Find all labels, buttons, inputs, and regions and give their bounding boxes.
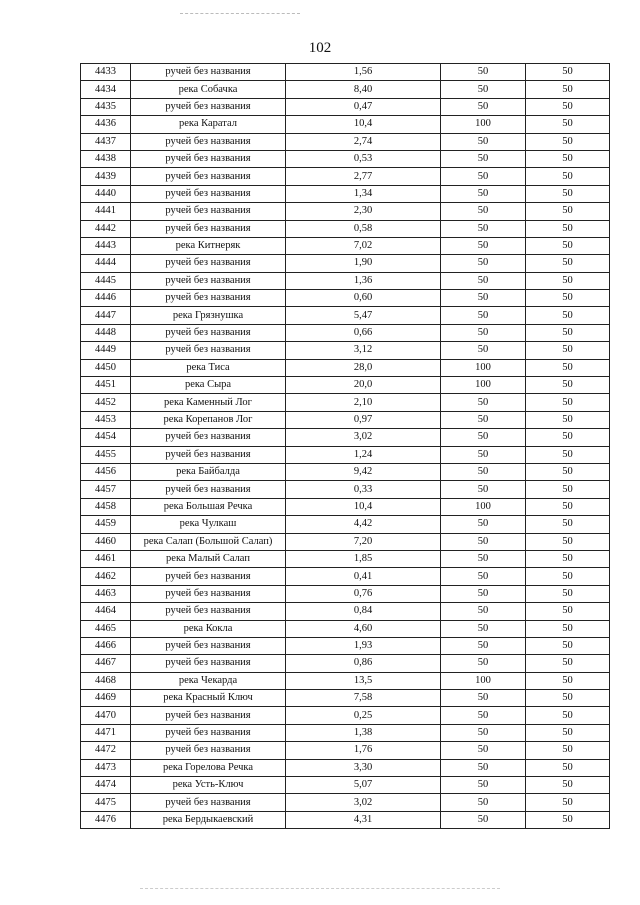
length-cell: 4,31	[286, 811, 441, 828]
length-cell: 0,76	[286, 585, 441, 602]
row-number-cell: 4456	[81, 463, 131, 480]
length-cell: 2,30	[286, 203, 441, 220]
length-cell: 7,02	[286, 237, 441, 254]
table-row	[81, 724, 610, 741]
table-row	[81, 150, 610, 167]
row-number-cell: 4446	[81, 290, 131, 307]
scan-artifact-top	[180, 13, 300, 14]
row-number-cell: 4445	[81, 272, 131, 289]
zone-width-cell: 50	[441, 811, 526, 828]
zone-width-cell: 50	[441, 290, 526, 307]
length-cell: 1,90	[286, 255, 441, 272]
watercourse-name-cell: ручей без названия	[131, 707, 286, 724]
row-number-cell: 4434	[81, 81, 131, 98]
strip-width-cell: 50	[526, 742, 610, 759]
watercourse-table	[80, 63, 610, 829]
table-row	[81, 255, 610, 272]
watercourse-name-cell: река Чулкаш	[131, 516, 286, 533]
strip-width-cell: 50	[526, 272, 610, 289]
watercourse-name-cell: река Красный Ключ	[131, 690, 286, 707]
watercourse-name-cell: река Каменный Лог	[131, 394, 286, 411]
row-number-cell: 4451	[81, 377, 131, 394]
row-number-cell: 4452	[81, 394, 131, 411]
strip-width-cell: 50	[526, 220, 610, 237]
row-number-cell: 4438	[81, 150, 131, 167]
length-cell: 1,56	[286, 64, 441, 81]
zone-width-cell: 50	[441, 568, 526, 585]
table-row	[81, 307, 610, 324]
strip-width-cell: 50	[526, 64, 610, 81]
row-number-cell: 4473	[81, 759, 131, 776]
strip-width-cell: 50	[526, 585, 610, 602]
strip-width-cell: 50	[526, 672, 610, 689]
zone-width-cell: 100	[441, 359, 526, 376]
strip-width-cell: 50	[526, 724, 610, 741]
watercourse-name-cell: ручей без названия	[131, 568, 286, 585]
length-cell: 1,36	[286, 272, 441, 289]
zone-width-cell: 50	[441, 324, 526, 341]
row-number-cell: 4448	[81, 324, 131, 341]
watercourse-name-cell: ручей без названия	[131, 98, 286, 115]
row-number-cell: 4467	[81, 655, 131, 672]
table-row	[81, 81, 610, 98]
watercourse-name-cell: река Каратал	[131, 116, 286, 133]
row-number-cell: 4437	[81, 133, 131, 150]
zone-width-cell: 50	[441, 463, 526, 480]
table-row	[81, 237, 610, 254]
length-cell: 0,53	[286, 150, 441, 167]
zone-width-cell: 50	[441, 655, 526, 672]
table-row	[81, 777, 610, 794]
strip-width-cell: 50	[526, 307, 610, 324]
length-cell: 0,84	[286, 603, 441, 620]
length-cell: 10,4	[286, 116, 441, 133]
zone-width-cell: 50	[441, 185, 526, 202]
table-row	[81, 359, 610, 376]
watercourse-name-cell: ручей без названия	[131, 655, 286, 672]
strip-width-cell: 50	[526, 377, 610, 394]
table-row	[81, 324, 610, 341]
zone-width-cell: 50	[441, 446, 526, 463]
watercourse-name-cell: ручей без названия	[131, 585, 286, 602]
zone-width-cell: 50	[441, 255, 526, 272]
strip-width-cell: 50	[526, 324, 610, 341]
length-cell: 9,42	[286, 463, 441, 480]
strip-width-cell: 50	[526, 255, 610, 272]
strip-width-cell: 50	[526, 116, 610, 133]
row-number-cell: 4441	[81, 203, 131, 220]
strip-width-cell: 50	[526, 603, 610, 620]
length-cell: 2,10	[286, 394, 441, 411]
watercourse-name-cell: река Горелова Речка	[131, 759, 286, 776]
table-row	[81, 759, 610, 776]
length-cell: 5,47	[286, 307, 441, 324]
strip-width-cell: 50	[526, 498, 610, 515]
strip-width-cell: 50	[526, 168, 610, 185]
watercourse-name-cell: река Кокла	[131, 620, 286, 637]
row-number-cell: 4459	[81, 516, 131, 533]
row-number-cell: 4475	[81, 794, 131, 811]
watercourse-name-cell: река Бердыкаевский	[131, 811, 286, 828]
table-row	[81, 707, 610, 724]
length-cell: 1,24	[286, 446, 441, 463]
length-cell: 13,5	[286, 672, 441, 689]
zone-width-cell: 50	[441, 550, 526, 567]
zone-width-cell: 50	[441, 585, 526, 602]
table-row	[81, 550, 610, 567]
zone-width-cell: 50	[441, 481, 526, 498]
length-cell: 0,86	[286, 655, 441, 672]
watercourse-name-cell: ручей без названия	[131, 724, 286, 741]
row-number-cell: 4469	[81, 690, 131, 707]
length-cell: 4,42	[286, 516, 441, 533]
length-cell: 20,0	[286, 377, 441, 394]
table-row	[81, 168, 610, 185]
zone-width-cell: 50	[441, 411, 526, 428]
length-cell: 4,60	[286, 620, 441, 637]
length-cell: 8,40	[286, 81, 441, 98]
watercourse-name-cell: река Усть-Ключ	[131, 777, 286, 794]
length-cell: 0,41	[286, 568, 441, 585]
strip-width-cell: 50	[526, 463, 610, 480]
watercourse-name-cell: ручей без названия	[131, 637, 286, 654]
length-cell: 28,0	[286, 359, 441, 376]
watercourse-name-cell: река Собачка	[131, 81, 286, 98]
strip-width-cell: 50	[526, 568, 610, 585]
watercourse-name-cell: ручей без названия	[131, 342, 286, 359]
table-row	[81, 742, 610, 759]
length-cell: 3,30	[286, 759, 441, 776]
strip-width-cell: 50	[526, 690, 610, 707]
table-row	[81, 516, 610, 533]
table-body	[81, 64, 610, 829]
strip-width-cell: 50	[526, 359, 610, 376]
strip-width-cell: 50	[526, 411, 610, 428]
zone-width-cell: 50	[441, 64, 526, 81]
length-cell: 2,74	[286, 133, 441, 150]
table-row	[81, 220, 610, 237]
length-cell: 0,60	[286, 290, 441, 307]
row-number-cell: 4439	[81, 168, 131, 185]
zone-width-cell: 50	[441, 777, 526, 794]
row-number-cell: 4461	[81, 550, 131, 567]
row-number-cell: 4471	[81, 724, 131, 741]
zone-width-cell: 50	[441, 168, 526, 185]
zone-width-cell: 50	[441, 707, 526, 724]
table-row	[81, 411, 610, 428]
table-row	[81, 672, 610, 689]
row-number-cell: 4466	[81, 637, 131, 654]
table-row	[81, 498, 610, 515]
table-row	[81, 463, 610, 480]
strip-width-cell: 50	[526, 794, 610, 811]
strip-width-cell: 50	[526, 237, 610, 254]
strip-width-cell: 50	[526, 342, 610, 359]
zone-width-cell: 50	[441, 637, 526, 654]
length-cell: 7,20	[286, 533, 441, 550]
watercourse-name-cell: ручей без названия	[131, 185, 286, 202]
strip-width-cell: 50	[526, 777, 610, 794]
length-cell: 1,93	[286, 637, 441, 654]
table-row	[81, 533, 610, 550]
zone-width-cell: 50	[441, 742, 526, 759]
length-cell: 5,07	[286, 777, 441, 794]
watercourse-name-cell: ручей без названия	[131, 429, 286, 446]
watercourse-name-cell: река Большая Речка	[131, 498, 286, 515]
row-number-cell: 4444	[81, 255, 131, 272]
watercourse-name-cell: ручей без названия	[131, 481, 286, 498]
watercourse-name-cell: ручей без названия	[131, 794, 286, 811]
watercourse-name-cell: ручей без названия	[131, 290, 286, 307]
zone-width-cell: 50	[441, 203, 526, 220]
length-cell: 3,02	[286, 794, 441, 811]
zone-width-cell: 50	[441, 516, 526, 533]
row-number-cell: 4457	[81, 481, 131, 498]
row-number-cell: 4465	[81, 620, 131, 637]
watercourse-name-cell: река Малый Салап	[131, 550, 286, 567]
zone-width-cell: 50	[441, 794, 526, 811]
zone-width-cell: 50	[441, 394, 526, 411]
watercourse-name-cell: река Байбалда	[131, 463, 286, 480]
zone-width-cell: 50	[441, 98, 526, 115]
row-number-cell: 4450	[81, 359, 131, 376]
strip-width-cell: 50	[526, 516, 610, 533]
zone-width-cell: 100	[441, 116, 526, 133]
watercourse-name-cell: ручей без названия	[131, 203, 286, 220]
strip-width-cell: 50	[526, 429, 610, 446]
row-number-cell: 4443	[81, 237, 131, 254]
watercourse-name-cell: ручей без названия	[131, 324, 286, 341]
zone-width-cell: 50	[441, 307, 526, 324]
table-row	[81, 690, 610, 707]
watercourse-name-cell: ручей без названия	[131, 220, 286, 237]
watercourse-name-cell: ручей без названия	[131, 272, 286, 289]
table-row	[81, 429, 610, 446]
zone-width-cell: 50	[441, 759, 526, 776]
watercourse-name-cell: ручей без названия	[131, 742, 286, 759]
zone-width-cell: 50	[441, 237, 526, 254]
table-row	[81, 64, 610, 81]
watercourse-name-cell: река Чекарда	[131, 672, 286, 689]
table-row	[81, 133, 610, 150]
zone-width-cell: 50	[441, 603, 526, 620]
table-row	[81, 185, 610, 202]
length-cell: 3,02	[286, 429, 441, 446]
zone-width-cell: 50	[441, 220, 526, 237]
zone-width-cell: 100	[441, 377, 526, 394]
row-number-cell: 4463	[81, 585, 131, 602]
row-number-cell: 4442	[81, 220, 131, 237]
strip-width-cell: 50	[526, 185, 610, 202]
watercourse-name-cell: река Китнеряк	[131, 237, 286, 254]
length-cell: 1,85	[286, 550, 441, 567]
length-cell: 1,38	[286, 724, 441, 741]
strip-width-cell: 50	[526, 133, 610, 150]
length-cell: 0,97	[286, 411, 441, 428]
table-row	[81, 481, 610, 498]
table-row	[81, 394, 610, 411]
table-row	[81, 203, 610, 220]
strip-width-cell: 50	[526, 446, 610, 463]
row-number-cell: 4447	[81, 307, 131, 324]
table-row	[81, 290, 610, 307]
zone-width-cell: 50	[441, 81, 526, 98]
length-cell: 10,4	[286, 498, 441, 515]
watercourse-name-cell: река Корепанов Лог	[131, 411, 286, 428]
strip-width-cell: 50	[526, 394, 610, 411]
zone-width-cell: 50	[441, 133, 526, 150]
strip-width-cell: 50	[526, 481, 610, 498]
strip-width-cell: 50	[526, 533, 610, 550]
watercourse-name-cell: ручей без названия	[131, 133, 286, 150]
watercourse-name-cell: ручей без названия	[131, 168, 286, 185]
watercourse-name-cell: река Салап (Большой Салап)	[131, 533, 286, 550]
row-number-cell: 4470	[81, 707, 131, 724]
zone-width-cell: 50	[441, 690, 526, 707]
zone-width-cell: 50	[441, 342, 526, 359]
row-number-cell: 4453	[81, 411, 131, 428]
strip-width-cell: 50	[526, 707, 610, 724]
zone-width-cell: 50	[441, 272, 526, 289]
strip-width-cell: 50	[526, 81, 610, 98]
strip-width-cell: 50	[526, 655, 610, 672]
table-row	[81, 637, 610, 654]
row-number-cell: 4472	[81, 742, 131, 759]
zone-width-cell: 100	[441, 498, 526, 515]
length-cell: 0,25	[286, 707, 441, 724]
table-row	[81, 342, 610, 359]
zone-width-cell: 50	[441, 533, 526, 550]
strip-width-cell: 50	[526, 620, 610, 637]
row-number-cell: 4436	[81, 116, 131, 133]
table-row	[81, 655, 610, 672]
row-number-cell: 4468	[81, 672, 131, 689]
length-cell: 2,77	[286, 168, 441, 185]
table-row	[81, 794, 610, 811]
table-row	[81, 568, 610, 585]
strip-width-cell: 50	[526, 550, 610, 567]
watercourse-name-cell: река Тиса	[131, 359, 286, 376]
zone-width-cell: 100	[441, 672, 526, 689]
watercourse-name-cell: река Сыра	[131, 377, 286, 394]
length-cell: 0,33	[286, 481, 441, 498]
length-cell: 3,12	[286, 342, 441, 359]
watercourse-name-cell: ручей без названия	[131, 64, 286, 81]
row-number-cell: 4449	[81, 342, 131, 359]
length-cell: 0,47	[286, 98, 441, 115]
row-number-cell: 4433	[81, 64, 131, 81]
table-row	[81, 272, 610, 289]
strip-width-cell: 50	[526, 98, 610, 115]
zone-width-cell: 50	[441, 724, 526, 741]
row-number-cell: 4460	[81, 533, 131, 550]
zone-width-cell: 50	[441, 620, 526, 637]
watercourse-name-cell: ручей без названия	[131, 446, 286, 463]
row-number-cell: 4476	[81, 811, 131, 828]
strip-width-cell: 50	[526, 811, 610, 828]
zone-width-cell: 50	[441, 429, 526, 446]
strip-width-cell: 50	[526, 290, 610, 307]
watercourse-name-cell: ручей без названия	[131, 150, 286, 167]
table-row	[81, 603, 610, 620]
length-cell: 1,34	[286, 185, 441, 202]
strip-width-cell: 50	[526, 150, 610, 167]
strip-width-cell: 50	[526, 203, 610, 220]
table-row	[81, 811, 610, 828]
watercourse-name-cell: ручей без названия	[131, 603, 286, 620]
table-row	[81, 585, 610, 602]
row-number-cell: 4464	[81, 603, 131, 620]
zone-width-cell: 50	[441, 150, 526, 167]
table-row	[81, 620, 610, 637]
table-row	[81, 98, 610, 115]
length-cell: 0,66	[286, 324, 441, 341]
row-number-cell: 4474	[81, 777, 131, 794]
row-number-cell: 4440	[81, 185, 131, 202]
watercourse-name-cell: ручей без названия	[131, 255, 286, 272]
row-number-cell: 4455	[81, 446, 131, 463]
length-cell: 7,58	[286, 690, 441, 707]
watercourse-name-cell: река Грязнушка	[131, 307, 286, 324]
strip-width-cell: 50	[526, 759, 610, 776]
table-row	[81, 116, 610, 133]
row-number-cell: 4435	[81, 98, 131, 115]
scan-artifact-bottom	[140, 888, 500, 889]
length-cell: 1,76	[286, 742, 441, 759]
table-row	[81, 446, 610, 463]
row-number-cell: 4462	[81, 568, 131, 585]
table-row	[81, 377, 610, 394]
page-number: 102	[308, 40, 332, 56]
strip-width-cell: 50	[526, 637, 610, 654]
row-number-cell: 4454	[81, 429, 131, 446]
length-cell: 0,58	[286, 220, 441, 237]
row-number-cell: 4458	[81, 498, 131, 515]
